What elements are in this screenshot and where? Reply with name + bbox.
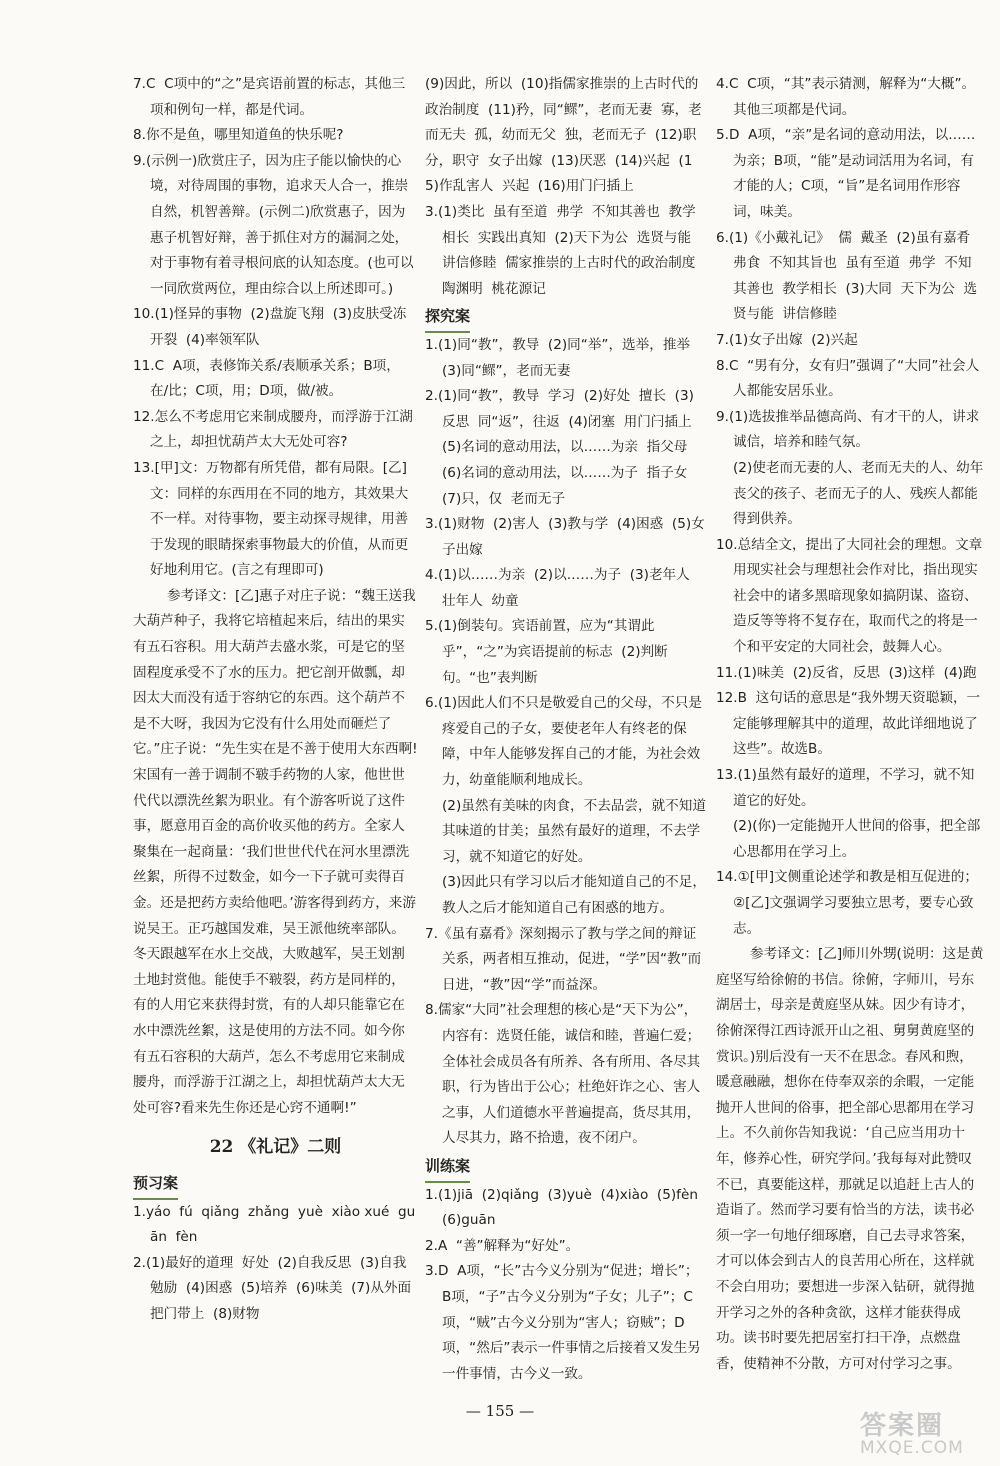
- answer-item: 7.(1)女子出嫁 (2)兴起: [716, 331, 858, 348]
- answer-item: 5.(1)倒装句。宾语前置，应为“其谓此乎”，“之”为宾语提前的标志 (2)判断句。“也”表判断: [425, 618, 668, 686]
- answer-item: 5.D A项，“亲”是名词的意动用法，以……为亲；B项，“能”是动词活用为名词，有才能的人；C项，“旨”是名词用作形容词，味美。: [716, 127, 976, 220]
- answer-item: 10.(1)怪异的事物 (2)盘旋飞翔 (3)皮肤受冻开裂 (4)率领军队: [133, 306, 407, 348]
- answer-item: 1.yáo fú qiǎng zhǎng yuè xiào xué guān fèn: [133, 1203, 416, 1246]
- answer-item: 9.(示例一)欣赏庄子，因为庄子能以愉快的心境，对待周围的事物，追求天人合一，推崇自然，机智善辩。(示例二)欣赏惠子，因为惠子机智好辩，善于抓住对方的漏洞之处，对于事物有着寻根问底的认知态度。(也可以一同欣赏两位，理由综合以上所述即可。): [133, 152, 414, 297]
- answer-item: 12.怎么不考虑用它来制成腰舟，而浮游于江湖之上，却担忧葫芦太大无处可容?: [133, 408, 413, 451]
- watermark-url: MXQE.COM: [860, 1438, 964, 1458]
- column-middle: [425, 72, 706, 1387]
- column-left: [133, 72, 418, 1328]
- answer-item: 8.C “男有分，女有归”强调了“大同”社会人人都能安居乐业。: [716, 357, 980, 400]
- answer-item: 4.C C项，“其”表示猜测，解释为“大概”。其他三项都是代词。: [716, 76, 976, 118]
- answer-item: 3.(1)财物 (2)害人 (3)教与学 (4)困惑 (5)女子出嫁: [425, 516, 705, 558]
- answer-item: 2.(1)同“教”，教导 学习 (2)好处 擅长 (3)反思 同“返”，往返 (4)闭塞 用门闩插上 (5)名词的意动用法，以……为亲 指父母 (6)名词的意动用法，以……为子 指子女 (7)只，仅 老而无子: [425, 388, 701, 507]
- answer-item: 2.A “善”解释为“好处”。: [425, 1237, 580, 1254]
- answer-item: 3.(1)类比 虽有至道 弗学 不知其善也 教学相长 实践出真知 (2)天下为公 选贤与能 讲信修睦 儒家推崇的上古时代的政治制度 陶渊明 桃花源记: [425, 203, 704, 297]
- answer-item: 6.(1)《小戴礼记》 儒 戴圣 (2)虽有嘉肴 弗食 不知其旨也 虽有至道 弗学 不知其善也 教学相长 (3)大同 天下为公 选贤与能 讲信修睦: [716, 229, 979, 323]
- answer-item: 10.总结全文，提出了大同社会的理想。文章用现实社会与理想社会作对比，指出现实社会中的诸多黑暗现象如搞阴谋、盗窃、造反等等将不复存在，取而代之的将是一个和平安定的大同社会，鼓舞人心。: [716, 536, 983, 656]
- answer-item: 2.(1)最好的道理 好处 (2)自我反思 (3)自我勉励 (4)困惑 (5)培养 (6)味美 (7)从外面把门带上 (8)财物: [133, 1254, 412, 1322]
- section-heading-preview: 预习案: [133, 1171, 178, 1200]
- answer-item: 14.①[甲]文侧重论述学和教是相互促进的；②[乙]文强调学习要独立思考，要专心致志。: [716, 869, 978, 937]
- answer-item: 13.[甲]文：万物都有所凭借，都有局限。[乙]文：同样的东西用在不同的地方，其效果大不一样。对待事物，要主动探寻规律，用善于发现的眼睛探索事物最大的价值，从而更好地利用它。(言之有理即可): [133, 459, 409, 579]
- answer-item: 8.你不是鱼，哪里知道鱼的快乐呢?: [133, 127, 344, 144]
- answer-item: 11.C A项，表修饰关系/表顺承关系；B项，在/比；C项，用；D项，做/被。: [133, 357, 400, 400]
- answer-item: 9.(1)选拔推举品德高尚、有才干的人，讲求诚信，培养和睦气氛。: [716, 408, 980, 451]
- answer-item: (2)使老而无妻的人、老而无夫的人、幼年丧父的孩子、老而无子的人、残疾人都能得到供养。: [733, 459, 984, 528]
- lesson-title: 22 《礼记》二则: [209, 1137, 342, 1158]
- watermark-logo: [860, 1405, 1000, 1466]
- answer-item: 3.D A项，“长”古今义分别为“促进；增长”；B项，“子”古今义分别为“子女；儿子”；C项，“贼”古今义分别为“害人；窃贼”；D项，“然后”表示一件事情之后接着又发生另一件事情，古今义一致。: [425, 1263, 701, 1382]
- answer-item: 1.(1)jiā (2)qiǎng (3)yuè (4)xiào (5)fèn (6)guān: [425, 1186, 707, 1229]
- answer-item: 4.(1)以……为亲 (2)以……为子 (3)老年人 壮年人 幼童: [425, 567, 699, 609]
- answer-item: (3)因此只有学习以后才能知道自己的不足，教人之后才能知道自己有困惑的地方。: [442, 874, 706, 916]
- answer-item: 7.C C项中的“之”是宾语前置的标志，其他三项和例句一样，都是代词。: [133, 76, 406, 118]
- answer-item: 7.《虽有嘉肴》深刻揭示了教与学之间的辩证关系，两者相互推动，促进，“学”因“教”而日进，“教”因“学”而益深。: [425, 925, 702, 993]
- watermark-text: 答案圈: [860, 1411, 945, 1441]
- answer-item: 6.(1)因此人们不只是敬爱自己的父母，不只是疼爱自己的子女，要使老年人有终老的保障，中年人能够发挥自己的才能，为社会效力，幼童能顺利地成长。: [425, 695, 702, 789]
- reference-translation: 参考译文：[乙]师川外甥(说明：这是黄庭坚写给徐俯的书信。徐俯，字师川，号东湖居士，母亲是黄庭坚从妹。因少有诗才，徐俯深得江西诗派开山之祖、舅舅黄庭坚的赏识。)别后没有一天不在思念。春风和煦，暖意融融，想你在侍奉双亲的余暇，一定能抛开人世间的俗事，把全部心思都用在学习上。不久前你告知我说：‘自己应当用功十年，修养心性，研究学问。’我每每对此赞叹不已，真要能这样，那就足以追赶上古人的造诣了。然而学习要有恰当的方法，读书必须一字一句地仔细琢磨，自己去寻求答案，才可以体会到古人的良苦用心所在，这样就不会白用功；要想进一步深入钻研，就得抛开学习之外的各种贪欲，这样才能获得成功。读书时要先把居室打扫干净，点燃盘香，使精神不分散，方可对付学习之事。: [716, 946, 984, 1372]
- answer-item: (9)因此，所以 (10)指儒家推崇的上古时代的政治制度 (11)矜，同“鳏”，老而无妻 寡，老而无夫 孤，幼而无父 独，老而无子 (12)职分，职守 女子出嫁 (13)厌恶 (14)兴起 (15)作乱害人 兴起 (16)用门闩插上: [425, 76, 702, 195]
- answer-item: 1.(1)同“教”，教导 (2)同“举”，选举，推举 (3)同“鳏”，老而无妻: [425, 336, 699, 379]
- answer-item: 13.(1)虽然有最好的道理，不学习，就不知道它的好处。: [716, 767, 975, 809]
- answer-item: 11.(1)味美 (2)反省，反思 (3)这样 (4)跑: [716, 664, 977, 681]
- section-heading-explore: 探究案: [425, 304, 470, 333]
- answer-item: (2)(你)一定能抛开人世间的俗事，把全部心思都用在学习上。: [733, 818, 981, 860]
- section-heading-train: 训练案: [425, 1154, 470, 1183]
- reference-translation: 参考译文：[乙]惠子对庄子说：“魏王送我大葫芦种子，我将它培植起来后，结出的果实有五石容积。用大葫芦去盛水浆，可是它的坚固程度承受不了水的压力。把它剖开做瓢，却因太大而没有适于容纳它的东西。这个葫芦不是不大呀，我因为它没有什么用处而砸烂了它。”庄子说：“先生实在是不善于使用大东西啊!宋国有一善于调制不皲手药物的人家，他世世代代以漂洗丝絮为职业。有个游客听说了这件事，愿意用百金的高价收买他的药方。全家人聚集在一起商量：‘我们世世代代在河水里漂洗丝絮，所得不过数金，如今一下子就可卖得百金。还是把药方卖给他吧。’游客得到药方，来游说吴王。正巧越国发难，吴王派他统率部队。冬天跟越军在水上交战，大败越军，吴王划割土地封赏他。能使手不皲裂，药方是同样的，有的人用它来获得封赏，有的人却只能靠它在水中漂洗丝絮，这是使用的方法不同。如今你有五石容积的大葫芦，怎么不考虑用它来制成腰舟，而浮游于江湖之上，却担忧葫芦太大无处可容?看来先生你还是心窍不通啊!”: [133, 587, 418, 1116]
- answer-item: 12.B 这句话的意思是“我外甥天资聪颖，一定能够理解其中的道理，故此详细地说了这些”。故选B。: [716, 690, 981, 758]
- column-right: [716, 72, 984, 1377]
- page-number: — 155 —: [465, 1402, 535, 1420]
- answer-item: 8.儒家“大同”社会理想的核心是“天下为公”，内容有：选贤任能，诚信和睦，普遍仁爱；全体社会成员各有所养、各有所用、各尽其职，行为皆出于公心；杜绝奸诈之心、害人之事，人们道德水平普遍提高，货尽其用，人尽其力，路不拾遗，夜不闭户。: [425, 1002, 701, 1147]
- answer-item: (2)虽然有美味的肉食，不去品尝，就不知道其味道的甘美；虽然有最好的道理，不去学习，就不知道它的好处。: [442, 797, 706, 865]
